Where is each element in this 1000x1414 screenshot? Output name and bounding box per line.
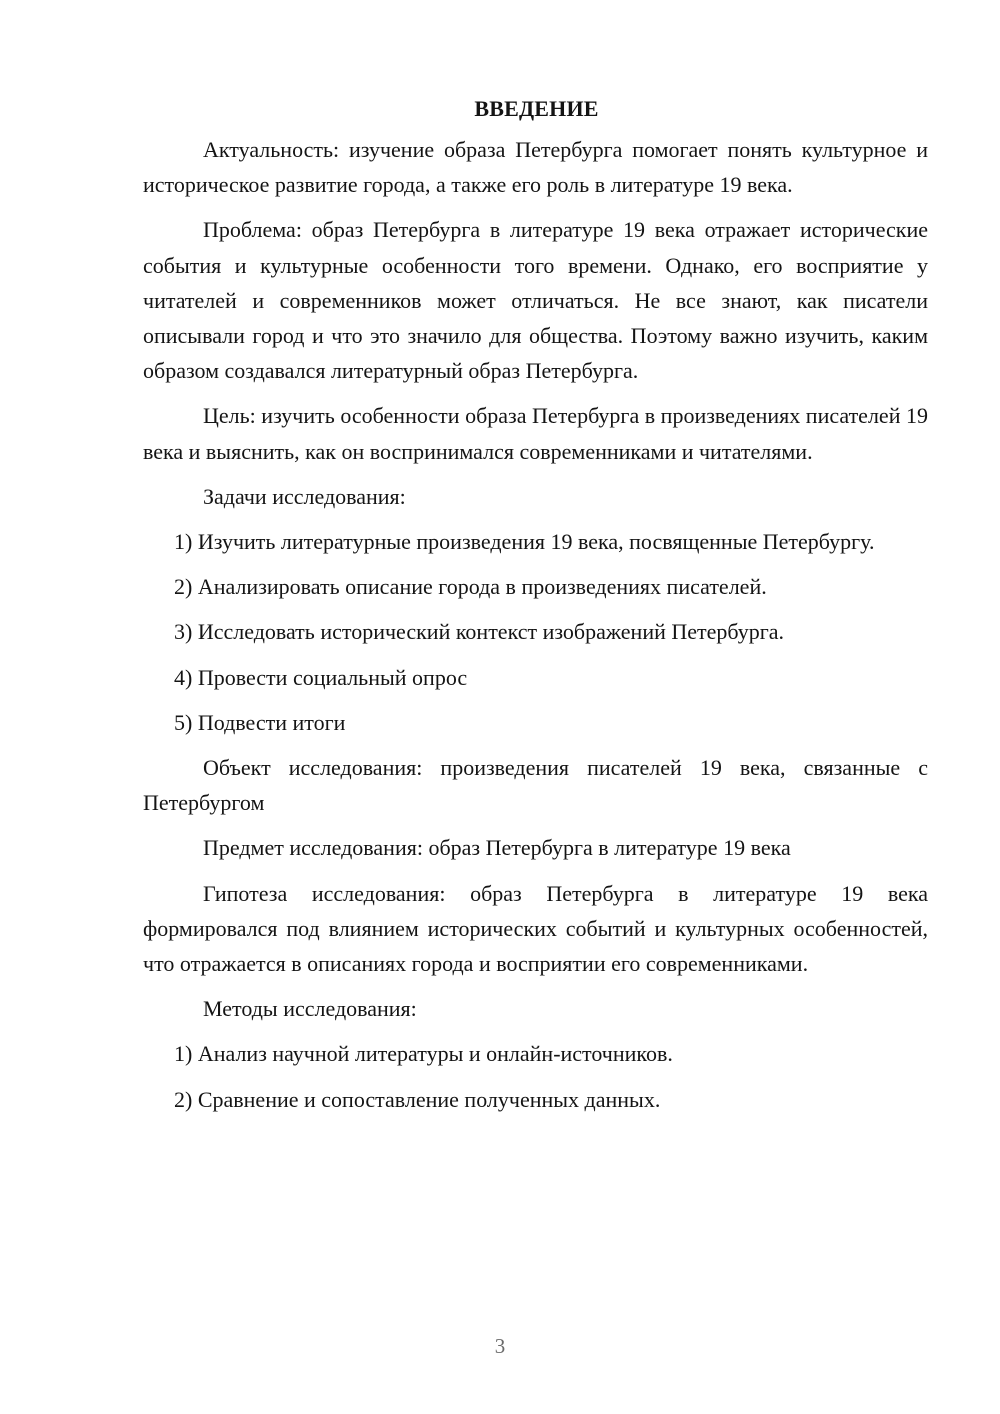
task-item-2: 2) Анализировать описание города в произведениях писателей. — [174, 574, 767, 600]
paragraph-relevance: Актуальность: изучение образа Петербурга помогает понять культурное и историческое развитие города, а также его роль в литературе 19 века. — [143, 137, 928, 198]
paragraph-subject: Предмет исследования: образ Петербурга в литературе 19 века — [203, 835, 791, 861]
task-item-5: 5) Подвести итоги — [174, 709, 346, 735]
paragraph-hypothesis: Гипотеза исследования: образ Петербурга в литературе 19 века формировался под влиянием исторических событий и культурных особенностей, что отражается в описаниях города и восприятии его современниками. — [143, 880, 928, 977]
method-item-1: 1) Анализ научной литературы и онлайн-источников. — [174, 1041, 673, 1067]
page-number: 3 — [494, 1334, 506, 1358]
paragraph-tasks-heading: Задачи исследования: — [203, 483, 406, 509]
task-item-1: 1) Изучить литературные произведения 19 века, посвященные Петербургу. — [174, 529, 875, 555]
method-item-2: 2) Сравнение и сопоставление полученных данных. — [174, 1086, 661, 1112]
paragraph-methods-heading: Методы исследования: — [203, 996, 417, 1022]
paragraph-problem: Проблема: образ Петербурга в литературе 19 века отражает исторические события и культурные особенности того времени. Однако, его восприятие у читателей и современников может отличаться. Не все знают, как писатели описывали город и что это значило для общества. Поэтому важно изучить, каким образом создавался литературный образ Петербурга. — [143, 217, 928, 384]
document-page — [143, 92, 928, 1127]
paragraph-goal: Цель: изучить особенности образа Петербурга в произведениях писателей 19 века и выяснить, как он воспринимался современниками и читателями. — [143, 403, 928, 464]
task-item-4: 4) Провести социальный опрос — [174, 664, 468, 690]
section-title: ВВЕДЕНИЕ — [474, 96, 599, 121]
task-item-3: 3) Исследовать исторический контекст изображений Петербурга. — [174, 619, 785, 645]
paragraph-object: Объект исследования: произведения писателей 19 века, связанные с Петербургом — [143, 755, 928, 816]
